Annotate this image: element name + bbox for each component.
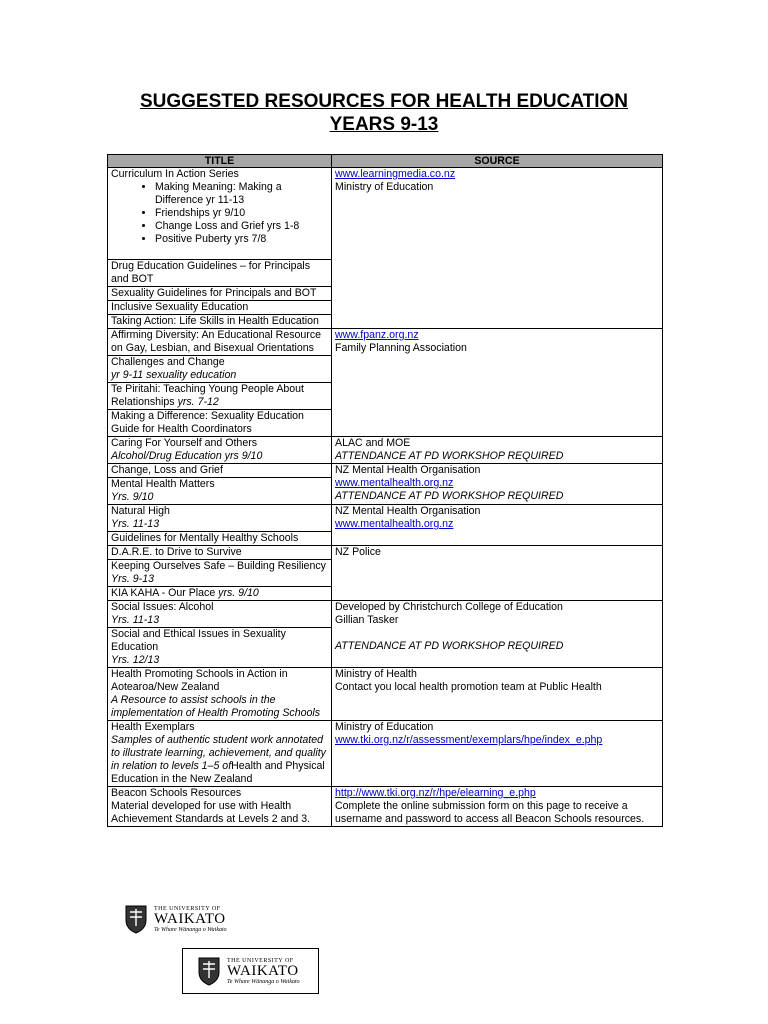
resource-note: yrs. 9/10 [218,587,259,599]
shield-icon [124,904,148,934]
source-text: Ministry of Health [335,668,417,680]
page-title: SUGGESTED RESOURCES FOR HEALTH EDUCATION [139,91,629,112]
table-row [108,505,663,532]
resource-title: Beacon Schools Resources [111,787,242,799]
resource-note: Alcohol/Drug Education yrs 9/10 [111,450,263,462]
title-cell: Sexuality Guidelines for Principals and BOT [108,287,332,301]
table-row [108,787,663,827]
resource-note: yrs. 7-12 [177,396,219,408]
title-cell [108,587,332,601]
table-row [108,437,663,464]
logo-maori-text: Te Whare Wānanga o Waikato [227,978,300,985]
title-cell [108,601,332,628]
source-cell [332,168,663,329]
university-logo-boxed [182,948,319,994]
source-cell [332,464,663,505]
mentalhealth-link[interactable]: www.mentalhealth.org.nz [335,477,454,489]
source-cell [332,787,663,827]
source-cell [332,505,663,546]
source-text: NZ Police [335,546,381,558]
resource-title: Mental Health Matters [111,478,215,490]
title-cell: Inclusive Sexuality Education [108,301,332,315]
resource-title: Challenges and Change [111,356,225,368]
source-cell [332,546,663,601]
list-item: • Positive Puberty yrs 7/8 [155,233,328,246]
source-text: Contact you local health promotion team at Public Health [335,681,602,693]
tki-elearning-link[interactable]: http://www.tki.org.nz/r/hpe/elearning_e.php [335,787,536,799]
source-text: Developed by Christchurch College of Education [335,601,563,613]
list-item: • Friendships yr 9/10 [155,207,328,220]
resource-title: Health Exemplars [111,721,195,733]
attendance-note: ATTENDANCE AT PD WORKSHOP REQUIRED [335,640,564,652]
tki-exemplars-link[interactable]: www.tki.org.nz/r/assessment/exemplars/hpe/index_e.php [335,734,603,746]
title-cell [108,356,332,383]
resource-title: Social and Ethical Issues in Sexuality Education [111,628,286,653]
resource-title: Health Promoting Schools in Action in Aotearoa/New Zealand [111,668,288,693]
resource-title: Natural High [111,505,170,517]
resource-note [111,734,328,786]
title-cell [108,437,332,464]
source-text: Ministry of Education [335,721,434,733]
shield-icon [197,956,221,986]
title-cell: D.A.R.E. to Drive to Survive [108,546,332,560]
resource-note: A Resource to assist schools in the implementation of Health Promoting Schools [111,694,321,719]
title-cell [108,383,332,410]
title-cell: Drug Education Guidelines – for Principals and BOT [108,260,332,287]
table-row [108,168,663,260]
list-item: • Change Loss and Grief yrs 1-8 [155,220,328,233]
series-title: Curriculum In Action Series [111,168,239,180]
resource-title: KIA KAHA - Our Place [111,587,216,599]
resource-note-plain: Health and Physical Education in the New Zealand [111,760,325,785]
table-row [108,464,663,478]
resource-title: Te Piritahi: Teaching Young People About Relationships [111,383,304,408]
source-text: NZ Mental Health Organisation [335,505,481,517]
logo-maori-text: Te Whare Wānanga o Waikato [154,926,227,933]
logo-small-text: THE UNIVERSITY OF [227,957,294,964]
title-cell: Taking Action: Life Skills in Health Education [108,315,332,329]
university-logo [124,904,227,934]
title-cell: Affirming Diversity: An Educational Resource on Gay, Lesbian, and Bisexual Orientations [108,329,332,356]
table-row [108,721,663,787]
source-cell [332,721,663,787]
title-cell [108,787,332,827]
resource-note: Material developed for use with Health Achievement Standards at Levels 2 and 3. [111,800,311,825]
attendance-note: ATTENDANCE AT PD WORKSHOP REQUIRED [335,490,564,502]
resource-note: Yrs. 11-13 [111,614,160,626]
resource-note-italic: Samples of authentic student work annotated to illustrate learning, achievement, and quality in relation to levels 1–5 of [111,734,326,772]
source-cell [332,601,663,668]
attendance-note: ATTENDANCE AT PD WORKSHOP REQUIRED [335,450,564,462]
header-source: SOURCE [332,155,663,168]
resources-table [107,154,663,827]
table-row [108,601,663,628]
mentalhealth-link[interactable]: www.mentalhealth.org.nz [335,518,454,530]
source-text: ALAC and MOE [335,437,411,449]
resource-note: Yrs. 11-13 [111,518,160,530]
title-cell [108,668,332,721]
learningmedia-link[interactable]: www.learningmedia.co.nz [335,168,456,180]
logo-big-text: WAIKATO [154,910,226,927]
table-header-row [108,155,663,168]
title-cell [108,168,332,260]
list-item: • Making Meaning: Making a Difference yr 11-13 [155,181,328,207]
resource-note: Yrs. 9/10 [111,491,154,503]
title-cell: Change, Loss and Grief [108,464,332,478]
resource-title: Social Issues: Alcohol [111,601,214,613]
logo-big-text: WAIKATO [227,962,299,979]
resource-note: Yrs. 12/13 [111,654,160,666]
source-cell [332,668,663,721]
page-subtitle: YEARS 9-13 [329,114,439,135]
resource-note: yr 9-11 sexuality education [111,369,237,381]
header-title: TITLE [108,155,332,168]
source-text: Ministry of Education [335,181,434,193]
source-text: NZ Mental Health Organisation [335,464,481,476]
series-list [111,181,328,246]
resource-note: Yrs. 9-13 [111,573,154,585]
source-cell [332,329,663,437]
title-cell [108,505,332,532]
source-cell [332,437,663,464]
table-row [108,546,663,560]
logo-small-text: THE UNIVERSITY OF [154,905,221,912]
title-cell [108,628,332,668]
source-text: Complete the online submission form on this page to receive a username and password to access all Beacon Schools resources. [335,800,645,825]
title-cell [108,560,332,587]
table-row [108,668,663,721]
table-row [108,329,663,356]
resource-title: Caring For Yourself and Others [111,437,258,449]
title-cell [108,721,332,787]
resource-title: Keeping Ourselves Safe – Building Resiliency [111,560,326,572]
title-cell [108,478,332,505]
title-cell: Making a Difference: Sexuality Education Guide for Health Coordinators [108,410,332,437]
source-text: Gillian Tasker [335,614,399,626]
fpanz-link[interactable]: www.fpanz.org.nz [335,329,419,341]
source-text: Family Planning Association [335,342,467,354]
title-cell: Guidelines for Mentally Healthy Schools [108,532,332,546]
